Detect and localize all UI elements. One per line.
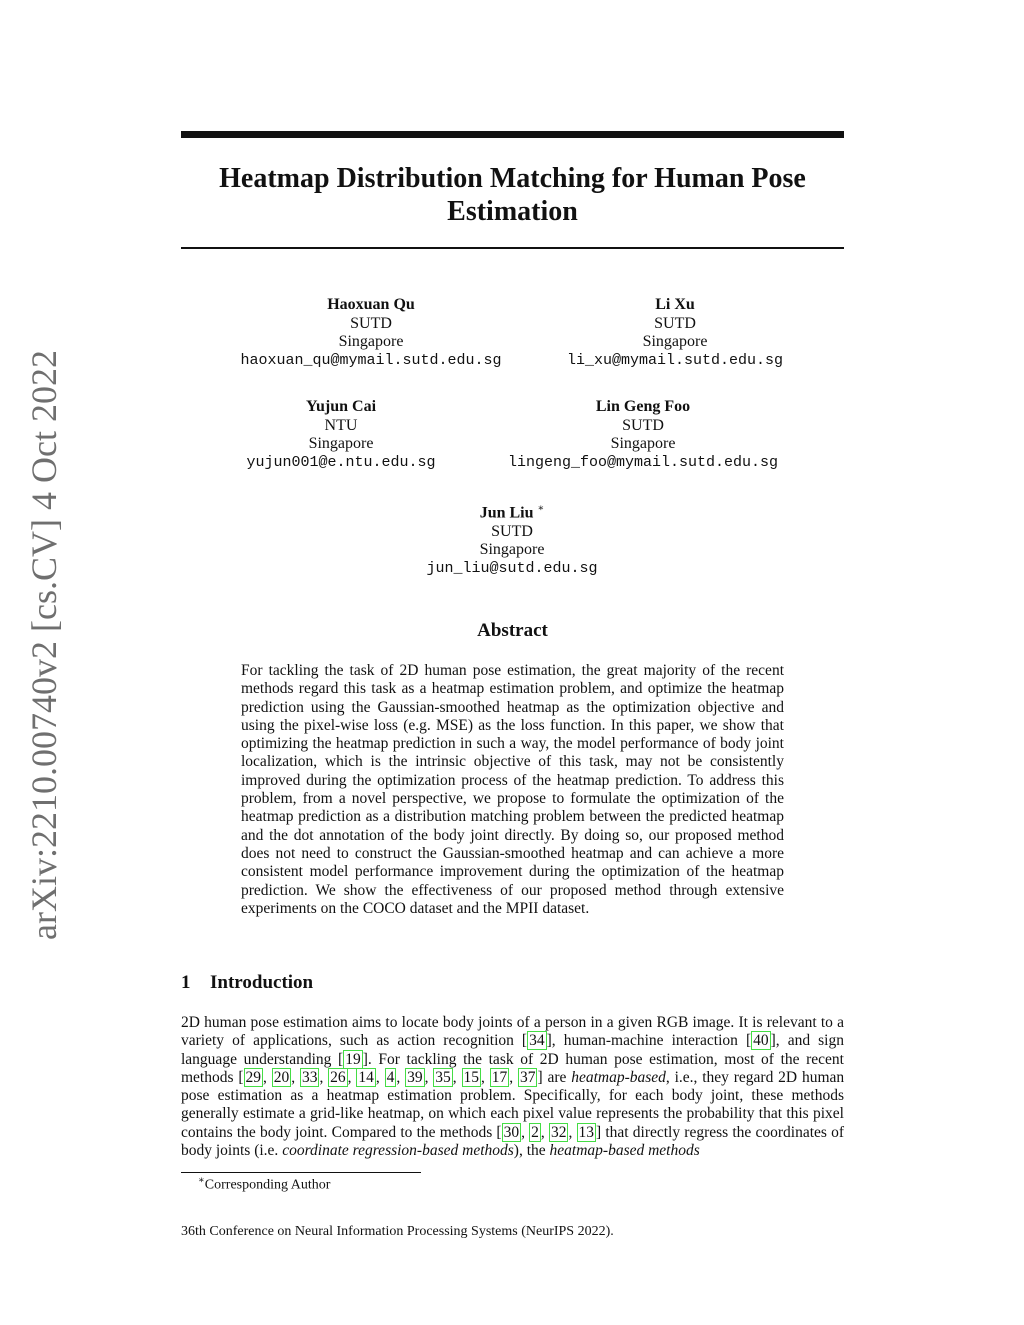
section-number: 1 (181, 972, 191, 993)
author-name: Lin Geng Foo (595, 398, 691, 415)
citation-link[interactable]: 30 (503, 1123, 520, 1141)
author-email[interactable]: yujun001@e.ntu.edu.sg (246, 453, 436, 471)
citation-link[interactable]: 35 (435, 1068, 451, 1086)
author-affiliation: NTU (324, 416, 358, 434)
footnote-rule (181, 1172, 421, 1173)
citation-link[interactable]: 17 (491, 1068, 508, 1086)
abstract-text: For tackling the task of 2D human pose estimation, the great majority of the recent methods regard this task as a heatmap estimation problem, and optimize the heatmap prediction using the Gaussian-smoothed heatmap as the optimization objective and using the pixel-wise loss (e.g. MSE) as the loss function. In this paper, we show that optimizing the heatmap prediction in such a way, the model performance of body joint localization, which is the intrinsic objective of this task, may not be consistently improved during the optimization process of the heatmap prediction. To address this problem, from a novel perspective, we propose to formulate the optimization of the heatmap prediction as a distribution matching problem between the predicted heatmap and the dot annotation of the body joint directly. By doing so, our proposed method does not need to construct the Gaussian-smoothed heatmap and can achieve a more consistent model performance improvement during the optimization of the heatmap prediction. We show the effectiveness of our proposed method through extensive experiments on the COCO dataset and the MPII dataset. (241, 662, 784, 917)
citation-link[interactable]: 37 (519, 1068, 536, 1086)
author-email[interactable]: jun_liu@sutd.edu.sg (426, 559, 598, 577)
footnote-marker: ∗ (198, 1175, 205, 1186)
title-top-rule (181, 131, 844, 138)
corresponding-marker: ∗ (537, 503, 545, 514)
citation-link[interactable]: 40 (753, 1032, 769, 1050)
title-bottom-rule (181, 247, 844, 249)
arxiv-side-stamp: arXiv:2210.00740v2 [cs.CV] 4 Oct 2022 (24, 350, 64, 940)
intro-text: ), the (513, 1142, 550, 1160)
citation-link[interactable]: 15 (463, 1068, 480, 1086)
author-email[interactable]: li_xu@mymail.sutd.edu.sg (566, 351, 784, 369)
author-block-1 (221, 296, 521, 370)
title-line-2: Estimation (447, 196, 578, 227)
author-name: Jun Liu (479, 504, 534, 522)
citation-link[interactable]: 2 (531, 1123, 539, 1141)
author-block-5 (382, 500, 642, 578)
author-location: Singapore (479, 541, 545, 559)
footnote-text: Corresponding Author (204, 1177, 331, 1193)
citation-link[interactable]: 26 (330, 1068, 346, 1086)
citation-link[interactable]: 20 (273, 1068, 290, 1086)
title-line-1: Heatmap Distribution Matching for Human Pose (219, 163, 806, 194)
author-name-line (382, 500, 642, 523)
citation-link[interactable]: 33 (301, 1068, 318, 1086)
author-name: Haoxuan Qu (327, 296, 415, 313)
citation-link[interactable]: 14 (358, 1068, 374, 1086)
intro-text: 2D human pose estimation aims to locate body joints of a person in a given RGB image. It is relevant to a variety of applications, such as action recognition [ (181, 1014, 844, 1050)
citation-link[interactable]: 32 (550, 1123, 567, 1141)
author-location: Singapore (642, 333, 708, 350)
intro-text: ], human-machine interaction [ (546, 1032, 752, 1050)
author-location: Singapore (308, 435, 374, 452)
intro-text: , i.e., they regard 2D human pose estimation as a heatmap estimation problem. Specifically, for each body joint, these methods generally estimate a grid-like heatmap, on which each pixel value represents the probability that this pixel contains the body joint. Compared to the methods [ (181, 1068, 845, 1141)
intro-text: ] are (537, 1068, 572, 1086)
author-name: Yujun Cai (305, 398, 377, 415)
author-affiliation: SUTD (654, 314, 696, 332)
intro-text: ]. For tackling the task of 2D human pose estimation, most of the recent methods [ (181, 1050, 844, 1086)
venue-note: 36th Conference on Neural Information Processing Systems (NeurIPS 2022). (181, 1224, 614, 1239)
citation-link[interactable]: 4 (386, 1068, 395, 1086)
author-name: Li Xu (655, 296, 695, 313)
citation-link[interactable]: 34 (529, 1032, 545, 1050)
abstract-heading: Abstract (477, 620, 548, 641)
paper-title (181, 162, 844, 228)
author-block-4 (488, 398, 798, 472)
intro-text: ], and sign language understanding [ (181, 1032, 844, 1068)
author-email[interactable]: haoxuan_qu@mymail.sutd.edu.sg (240, 351, 502, 369)
author-email[interactable]: lingeng_foo@mymail.sutd.edu.sg (507, 453, 779, 471)
intro-text: ] that directly regress the coordinates of body joints (i.e. (181, 1123, 845, 1160)
author-location: Singapore (610, 435, 676, 452)
author-affiliation: SUTD (622, 416, 664, 434)
footnote (198, 1175, 330, 1194)
section-title: Introduction (210, 972, 314, 993)
intro-paragraph: 2D human pose estimation aims to locate body joints of a person in a given RGB image. It is relevant to a variety of applications, such as action recognition [ 34 ], human-machine interaction [ 40 ], and sign language understanding [ 19 ]. For tackling the task of 2D human pose estimation, most of the recent methods [ 29 , 20 , 33 , 26 , 14 , 4 , 39 , 35 , 15 , 17 , 37 ] are heatmap-based, i.e., they regard 2D human pose estimation as a heatmap estimation problem. Specifically, for each body joint, these methods generally estimate a grid-like heatmap, on which each pixel value represents the probability that this pixel contains the body joint. Compared to the methods [ 30 , 2 , 32 , 13 ] that directly regress the coordinates of body joints (i.e. coordinate regression-based methods), the heatmap-based methods (181, 1014, 845, 1160)
author-affiliation: SUTD (491, 522, 533, 540)
citation-link[interactable]: 29 (245, 1068, 262, 1086)
section-heading (181, 972, 313, 994)
author-location: Singapore (338, 333, 404, 350)
citation-link[interactable]: 39 (407, 1068, 423, 1086)
intro-emphasis: coordinate regression-based methods (282, 1142, 514, 1160)
intro-emphasis: heatmap-based methods (549, 1142, 700, 1160)
author-block-2 (535, 296, 815, 370)
author-affiliation: SUTD (350, 314, 392, 332)
intro-emphasis: heatmap-based (571, 1068, 666, 1086)
citation-link[interactable]: 19 (345, 1050, 361, 1068)
author-block-3 (211, 398, 471, 472)
citation-link[interactable]: 13 (578, 1123, 594, 1141)
